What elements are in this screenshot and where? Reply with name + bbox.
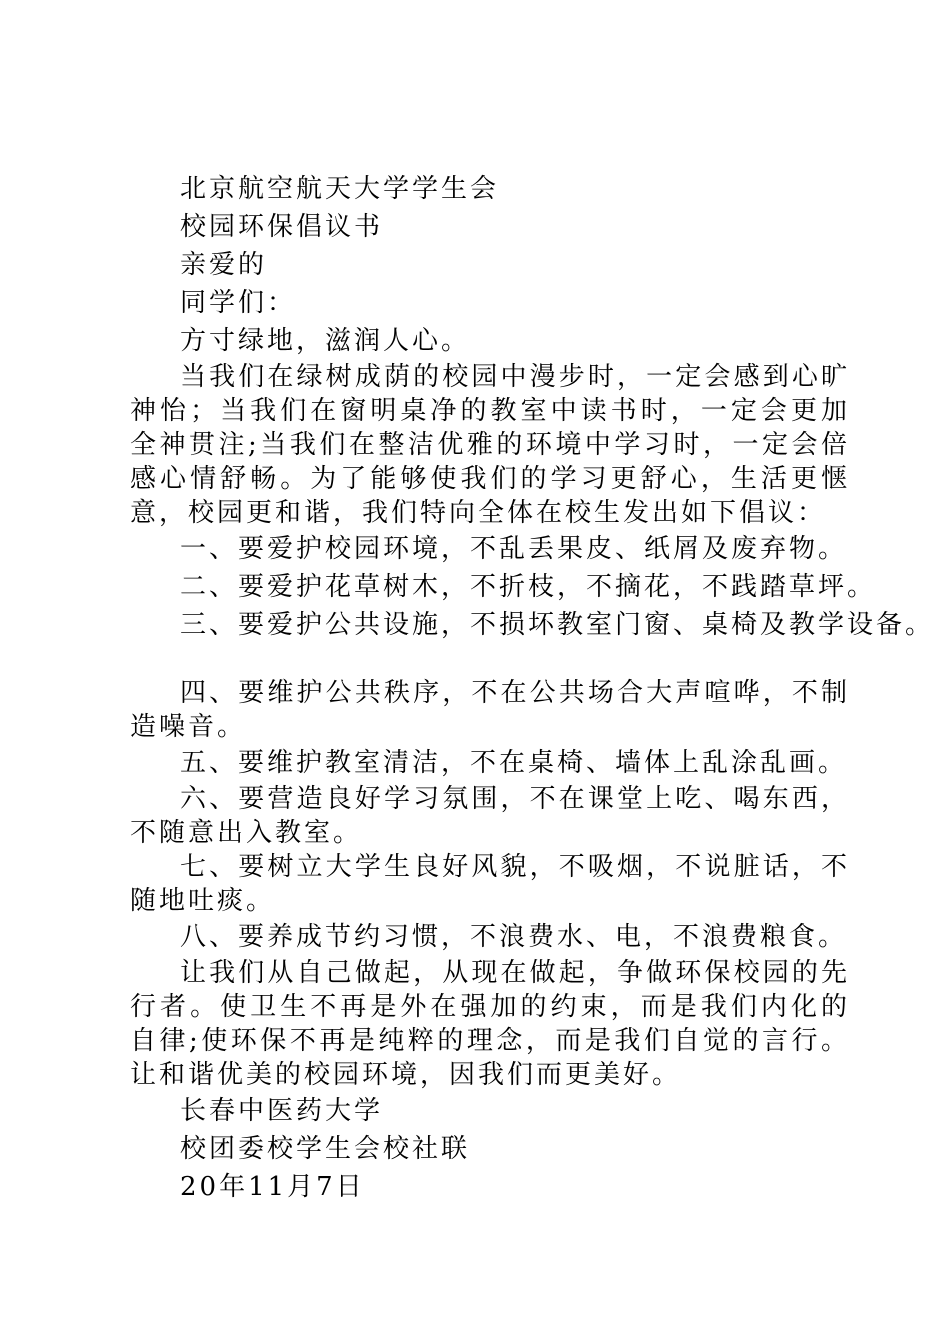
document-page xyxy=(130,170,935,1206)
paragraph-gap xyxy=(130,644,850,676)
intro-paragraph: 当我们在绿树成荫的校园中漫步时，一定会感到心旷神怡；当我们在窗明桌净的教室中读书时，一定会更加全神贯注;当我们在整洁优雅的环境中学习时，一定会倍感心情舒畅。为了能够使我们的学习更舒心，生活更惬意，校园更和谐，我们特向全体在校生发出如下倡议： xyxy=(130,362,850,528)
proposal-item-6: 六、要营造良好学习氛围，不在课堂上吃、喝东西，不随意出入教室。 xyxy=(130,784,850,848)
signature-school: 长春中医药大学 xyxy=(180,1096,384,1126)
proposal-item-4: 四、要维护公共秩序，不在公共场合大声喧哗，不制造噪音。 xyxy=(130,678,850,742)
document-title: 校园环保倡议书 xyxy=(180,212,384,242)
proposal-item-8: 八、要养成节约习惯，不浪费水、电，不浪费粮食。 xyxy=(180,922,848,952)
signature-dept: 校团委校学生会校社联 xyxy=(180,1134,471,1164)
greeting-line-1: 亲爱的 xyxy=(180,250,268,280)
greeting-line-2: 同学们： xyxy=(180,288,297,318)
proposal-item-1: 一、要爱护校园环境，不乱丢果皮、纸屑及废弃物。 xyxy=(180,534,848,564)
proposal-item-5: 五、要维护教室清洁，不在桌椅、墙体上乱涂乱画。 xyxy=(180,748,848,778)
proposal-item-2: 二、要爱护花草树木，不折枝，不摘花，不践踏草坪。 xyxy=(180,572,877,602)
proposal-item-7: 七、要树立大学生良好风貌，不吸烟，不说脏话，不随地吐痰。 xyxy=(130,852,850,916)
org-line: 北京航空航天大学学生会 xyxy=(180,174,500,204)
opening-line: 方寸绿地，滋润人心。 xyxy=(180,326,471,356)
closing-paragraph: 让我们从自己做起，从现在做起，争做环保校园的先行者。使卫生不再是外在强加的约束，而是我们内化的自律;使环保不再是纯粹的理念，而是我们自觉的言行。让和谐优美的校园环境，因我们而更美好。 xyxy=(130,958,850,1090)
signature-date: 20年11月7日 xyxy=(180,1172,365,1202)
proposal-item-3: 三、要爱护公共设施，不损坏教室门窗、桌椅及教学设备。 xyxy=(180,610,935,640)
